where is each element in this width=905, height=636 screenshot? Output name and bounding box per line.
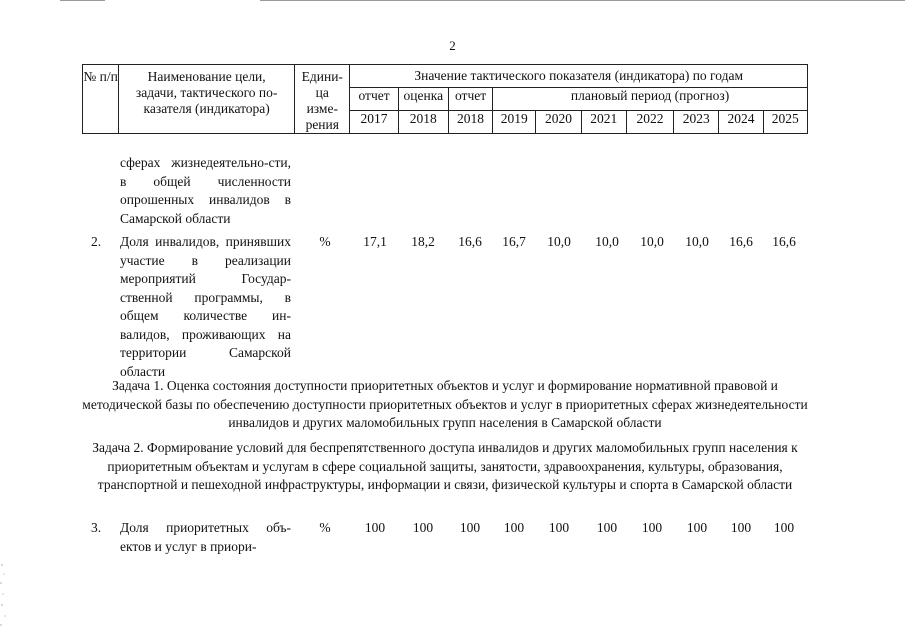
year-cell: 2017: [350, 111, 398, 134]
row3-value: 100: [686, 520, 708, 535]
continued-row-name: сферах жизнедеятельно-сти, в общей численности опрошенных инвалидов в Самарской области: [120, 155, 291, 226]
scan-noise: [0, 560, 8, 630]
year-cell: 2018: [448, 111, 492, 134]
header-value-group: Значение тактического показателя (индикатора) по годам: [350, 65, 808, 88]
row3-name: Доля приоритетных объ-ектов и услуг в приори-: [120, 520, 291, 554]
row3-value: 100: [364, 520, 386, 535]
task-1-heading: Задача 1. Оценка состояния доступности приоритетных объектов и услуг и формирование нормативной правовой и методической базы по обеспечению доступности приоритетных объектов и услуг в приоритетных сферах жизнедеятельности инвалидов и других маломобильных групп населения в Самарской области: [82, 378, 808, 430]
row2-value: 17,1: [363, 234, 387, 249]
row2-value: 10,0: [595, 234, 619, 249]
scan-edge-line: [260, 0, 905, 1]
row2-value: 16,6: [458, 234, 482, 249]
row2-value: 10,0: [685, 234, 709, 249]
year-cell: 2019: [493, 111, 536, 134]
row3-value: 100: [773, 520, 795, 535]
header-plan-period: плановый период (прогноз): [493, 88, 808, 111]
row2-value: 10,0: [640, 234, 664, 249]
row2-num: 2.: [91, 234, 102, 249]
row3-value: 100: [503, 520, 525, 535]
year-cell: 2023: [674, 111, 719, 134]
row2-value: 16,7: [502, 234, 526, 249]
row3-value: 100: [730, 520, 752, 535]
header-report2: отчет: [448, 88, 492, 111]
task-2-heading: Задача 2. Формирование условий для беспрепятственного доступа инвалидов и других маломобильных групп населения к приоритетным объектам и услугам в сфере социальной защиты, занятости, здравоохранения, культуры, образования, транспортной и пешеходной инфраструктуры, информации и связи, физической культуры и спорта в Самарской области: [92, 440, 798, 492]
row2-name: Доля инвалидов, принявших участие в реализации мероприятий Государ-ственной программы, в общем количестве ин-валидов, проживающих на территории Самарской области: [120, 234, 291, 379]
row2-unit: %: [319, 234, 331, 249]
row3-value: 100: [459, 520, 481, 535]
header-unit: Едини-ца изме-рения: [295, 65, 350, 134]
year-cell: 2018: [398, 111, 448, 134]
row2-value: 18,2: [411, 234, 435, 249]
row3-value: 100: [548, 520, 570, 535]
year-cell: 2022: [626, 111, 673, 134]
row2-value: 16,6: [772, 234, 796, 249]
header-num: № п/п: [83, 65, 119, 134]
header-estimate: оценка: [398, 88, 448, 111]
year-cell: 2020: [536, 111, 581, 134]
row3-value: 100: [641, 520, 663, 535]
row3-value: 100: [596, 520, 618, 535]
row3-num: 3.: [91, 520, 102, 535]
row2-value: 16,6: [729, 234, 753, 249]
year-cell: 2025: [763, 111, 807, 134]
row3-unit: %: [319, 520, 331, 535]
page-number: 2: [449, 38, 456, 53]
row3-value: 100: [412, 520, 434, 535]
header-name: Наименование цели, задачи, тактического по-казателя (индикатора): [119, 65, 295, 134]
header-report: отчет: [350, 88, 398, 111]
row2-value: 10,0: [547, 234, 571, 249]
year-cell: 2021: [581, 111, 626, 134]
scan-edge-line: [60, 0, 105, 1]
table-header: [82, 64, 808, 134]
year-cell: 2024: [719, 111, 763, 134]
